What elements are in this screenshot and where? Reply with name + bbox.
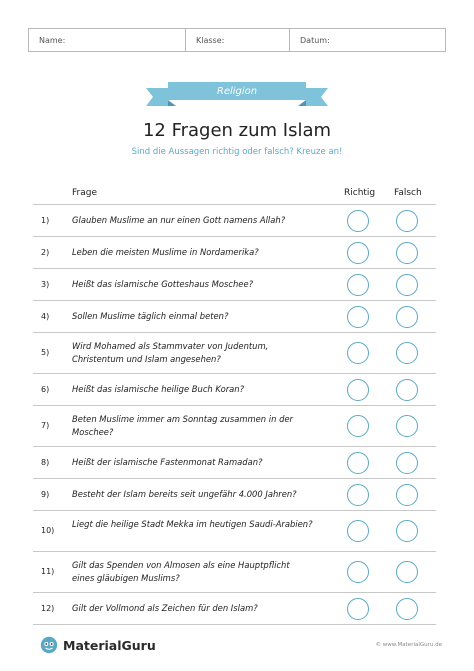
subject-ribbon xyxy=(146,82,328,108)
question-text: Gilt das Spenden von Almosen als eine Hauptpflicht eines gläubigen Muslims? xyxy=(72,560,290,583)
question-number: 2) xyxy=(41,248,50,257)
footer-brand xyxy=(40,635,156,655)
richtig-checkbox[interactable] xyxy=(347,306,369,328)
column-header-falsch: Falsch xyxy=(394,188,422,198)
klasse-label: Klasse: xyxy=(196,35,225,45)
falsch-checkbox[interactable] xyxy=(396,520,418,542)
table-row xyxy=(33,374,436,406)
table-header xyxy=(33,183,436,205)
worksheet-instructions: Sind die Aussagen richtig oder falsch? Kreuze an! xyxy=(131,147,343,157)
question-text: Liegt die heilige Stadt Mekka im heutigen Saudi-Arabien? xyxy=(72,519,313,529)
falsch-checkbox[interactable] xyxy=(396,379,418,401)
richtig-checkbox[interactable] xyxy=(347,274,369,296)
table-row xyxy=(33,205,436,237)
student-info-box xyxy=(28,28,446,52)
falsch-checkbox[interactable] xyxy=(396,452,418,474)
table-row xyxy=(33,333,436,374)
worksheet-title: 12 Fragen zum Islam xyxy=(142,120,332,141)
question-number: 9) xyxy=(41,490,50,499)
question-text: Sollen Muslime täglich einmal beten? xyxy=(72,311,229,321)
falsch-checkbox[interactable] xyxy=(396,598,418,620)
question-text: Besteht der Islam bereits seit ungefähr 4.000 Jahren? xyxy=(72,489,297,499)
falsch-checkbox[interactable] xyxy=(396,342,418,364)
question-text: Heißt der islamische Fastenmonat Ramadan? xyxy=(72,457,263,467)
question-number: 1) xyxy=(41,216,50,225)
richtig-checkbox[interactable] xyxy=(347,415,369,437)
question-text: Heißt das islamische Gotteshaus Moschee? xyxy=(72,279,254,289)
richtig-checkbox[interactable] xyxy=(347,379,369,401)
question-text: Heißt das islamische heilige Buch Koran? xyxy=(72,384,245,394)
name-label: Name: xyxy=(39,35,66,45)
copyright-text: © www.MaterialGuru.de xyxy=(375,642,442,648)
falsch-checkbox[interactable] xyxy=(396,242,418,264)
table-row xyxy=(33,269,436,301)
table-row xyxy=(33,552,436,593)
question-number: 10) xyxy=(41,526,55,535)
question-text: Gilt der Vollmond als Zeichen für den Islam? xyxy=(72,603,258,613)
table-row xyxy=(33,406,436,447)
question-number: 8) xyxy=(41,458,50,467)
richtig-checkbox[interactable] xyxy=(347,452,369,474)
richtig-checkbox[interactable] xyxy=(347,520,369,542)
ribbon-label: Religion xyxy=(216,85,258,97)
question-number: 3) xyxy=(41,280,50,289)
richtig-checkbox[interactable] xyxy=(347,210,369,232)
question-number: 6) xyxy=(41,385,50,394)
question-text: Leben die meisten Muslime in Nordamerika? xyxy=(72,247,259,257)
falsch-checkbox[interactable] xyxy=(396,210,418,232)
name-field[interactable] xyxy=(29,29,185,51)
richtig-checkbox[interactable] xyxy=(347,484,369,506)
datum-field[interactable] xyxy=(289,29,445,51)
table-row xyxy=(33,301,436,333)
table-row xyxy=(33,237,436,269)
datum-label: Datum: xyxy=(300,35,330,45)
question-text: Beten Muslime immer am Sonntag zusammen in der Moschee? xyxy=(72,414,293,437)
materialguru-logo-icon xyxy=(40,636,58,654)
falsch-checkbox[interactable] xyxy=(396,306,418,328)
klasse-field[interactable] xyxy=(185,29,289,51)
question-number: 12) xyxy=(41,604,55,613)
richtig-checkbox[interactable] xyxy=(347,342,369,364)
question-number: 5) xyxy=(41,348,50,357)
column-header-frage: Frage xyxy=(72,188,97,198)
question-text: Glauben Muslime an nur einen Gott namens Allah? xyxy=(72,215,286,225)
richtig-checkbox[interactable] xyxy=(347,561,369,583)
richtig-checkbox[interactable] xyxy=(347,242,369,264)
column-header-richtig: Richtig xyxy=(344,188,376,198)
richtig-checkbox[interactable] xyxy=(347,598,369,620)
question-table xyxy=(33,183,436,625)
question-text: Wird Mohamed als Stammvater von Judentum, Christentum und Islam angesehen? xyxy=(72,341,269,364)
question-number: 7) xyxy=(41,421,50,430)
table-row xyxy=(33,593,436,625)
table-row xyxy=(33,447,436,479)
question-number: 11) xyxy=(41,567,55,576)
brand-name: MaterialGuru xyxy=(63,637,156,653)
question-number: 4) xyxy=(41,312,50,321)
table-row xyxy=(33,511,436,552)
table-row xyxy=(33,479,436,511)
falsch-checkbox[interactable] xyxy=(396,274,418,296)
falsch-checkbox[interactable] xyxy=(396,415,418,437)
falsch-checkbox[interactable] xyxy=(396,561,418,583)
falsch-checkbox[interactable] xyxy=(396,484,418,506)
